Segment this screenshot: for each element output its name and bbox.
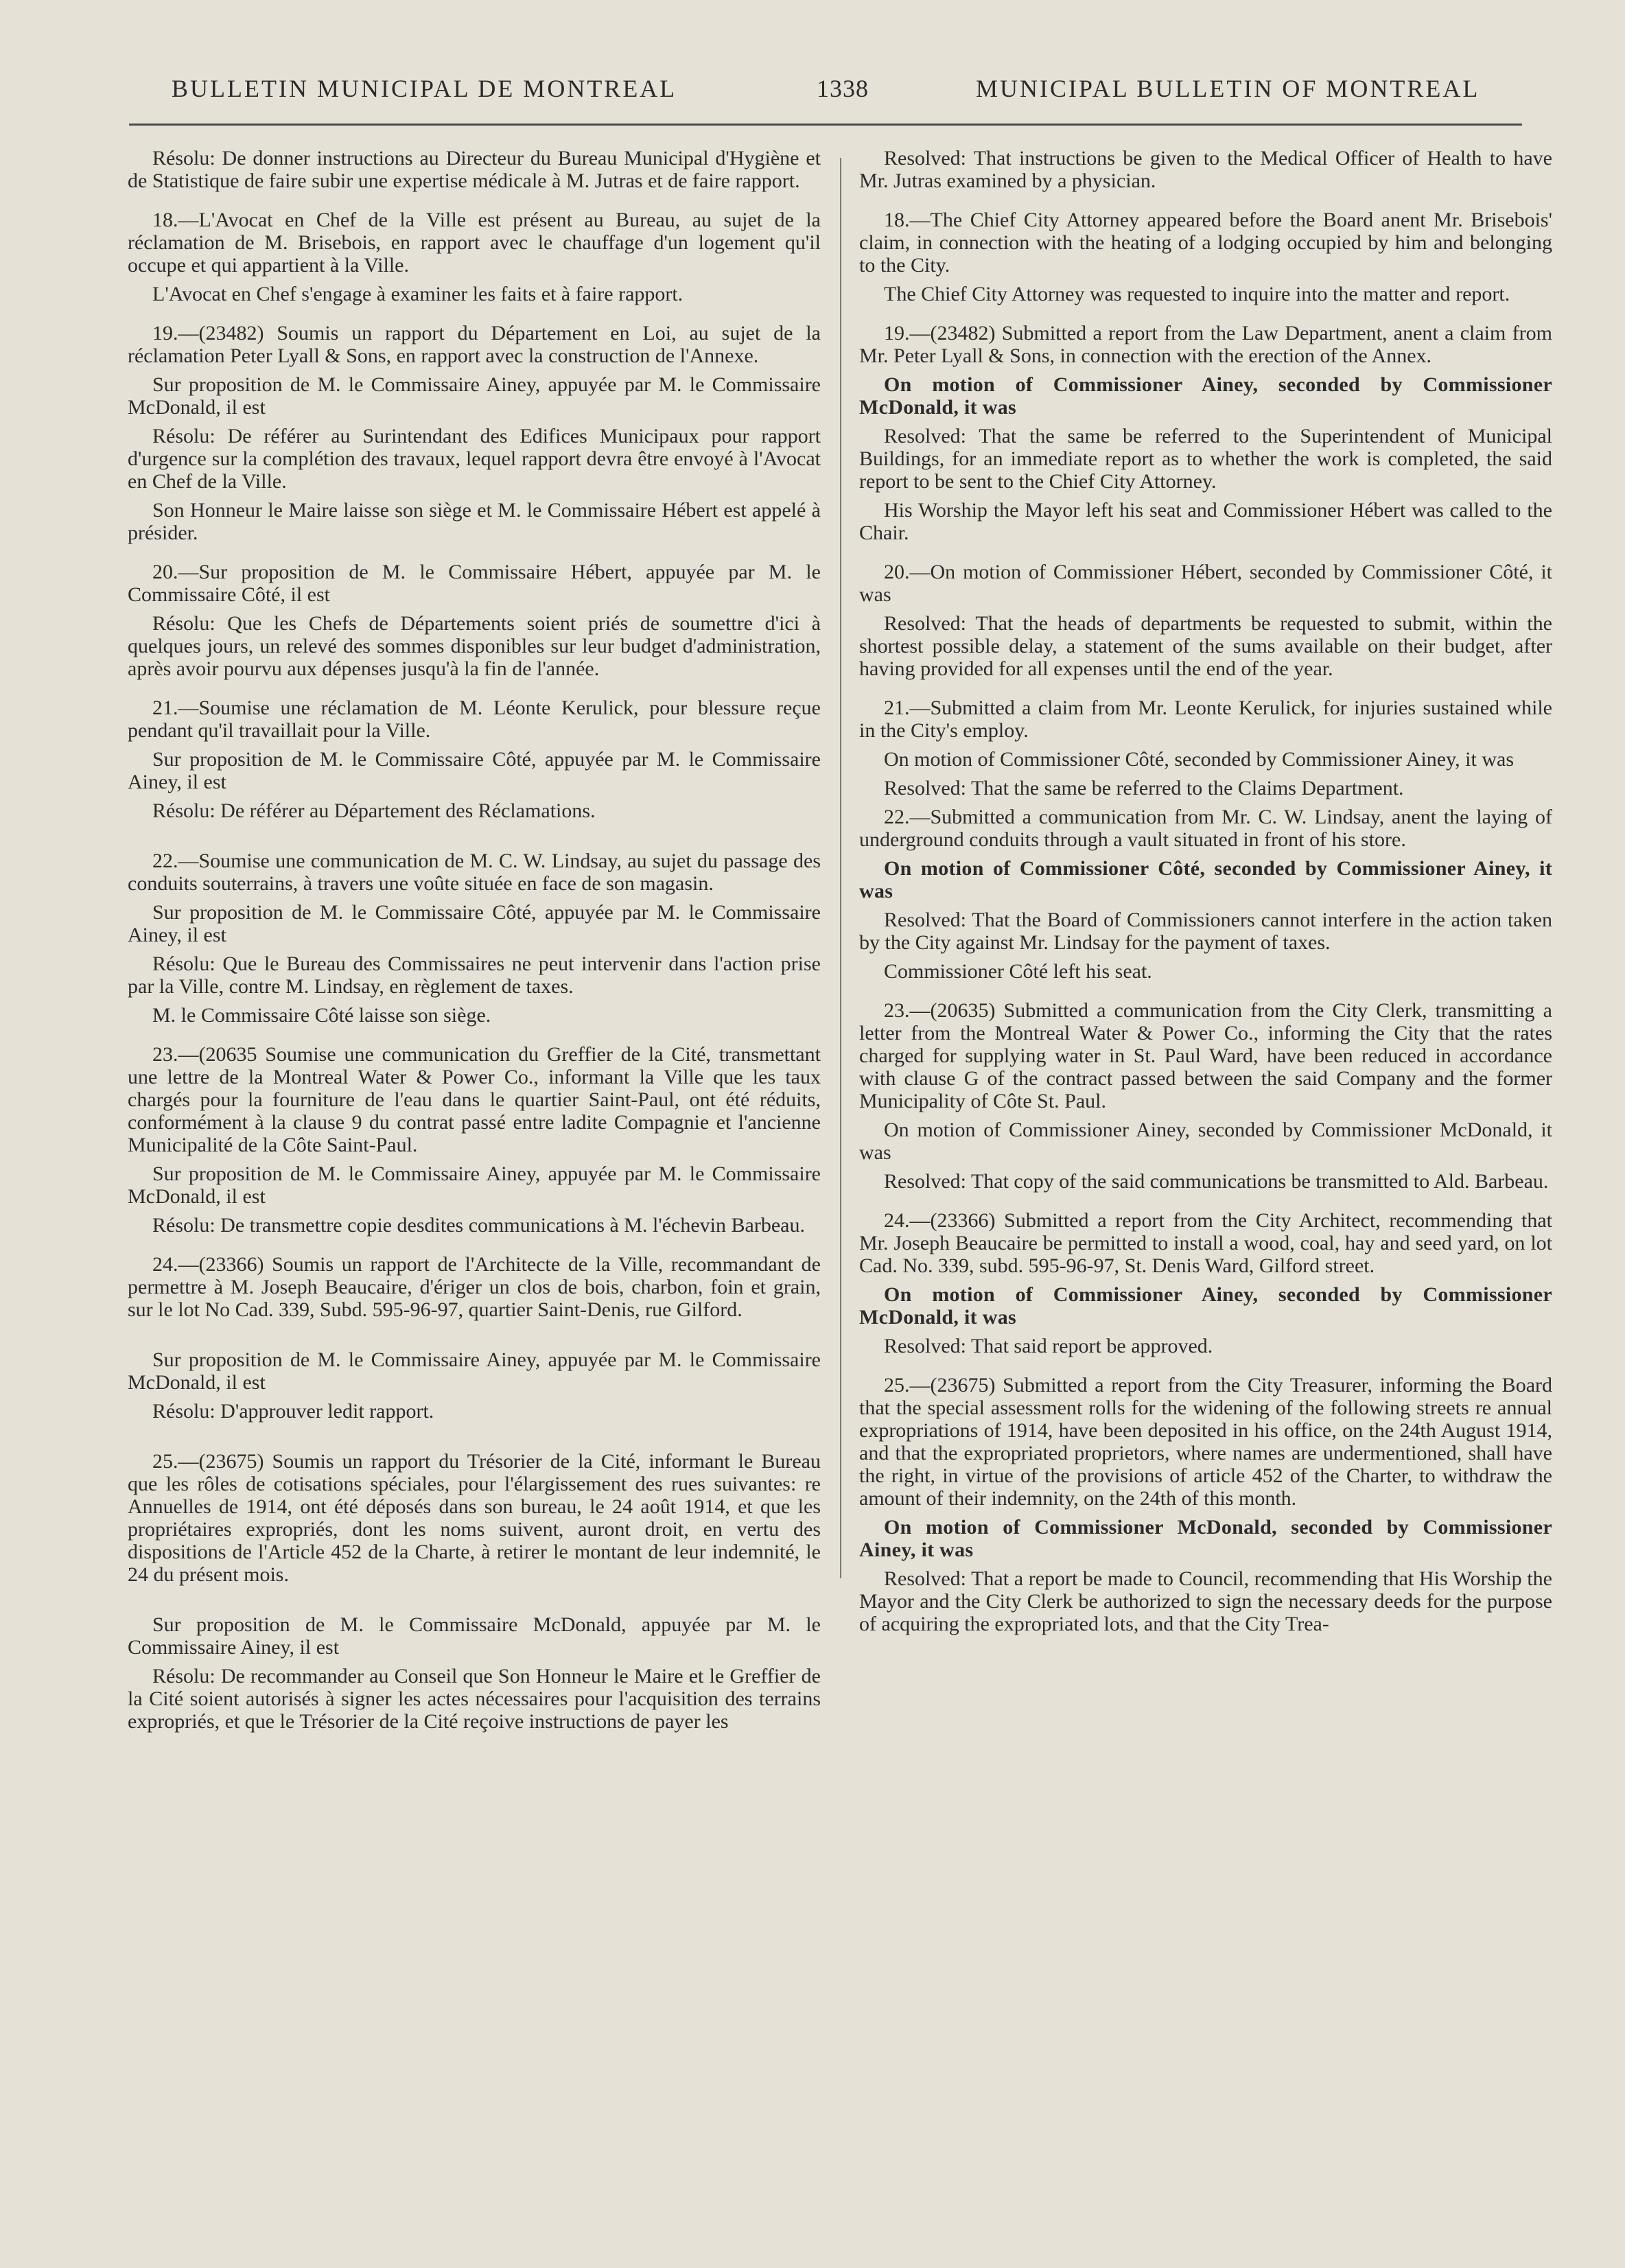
paragraph: On motion of Commissioner Ainey, seconded by Commissioner McDonald, it was (859, 1119, 1552, 1164)
paragraph: Sur proposition de M. le Commissaire McDonald, appuyée par M. le Commissaire Ainey, il est (128, 1613, 821, 1659)
paragraph: Sur proposition de M. le Commissaire Côté, appuyée par M. le Commissaire Ainey, il est (128, 748, 821, 793)
paragraph: 23.—(20635) Submitted a communication from the City Clerk, transmitting a letter from the Montreal Water & Power Co., informing the City that the rates charged for supplying water in St. Paul Ward, have been reduced in accordance with clause G of the contract passed between the said Company and the former Municipality of Côte St. Paul. (859, 999, 1552, 1112)
paragraph: Résolu: D'approuver ledit rapport. (152, 1400, 434, 1423)
paragraph: Sur proposition de M. le Commissaire Ainey, appuyée par M. le Commissaire McDonald, il est (128, 1348, 821, 1394)
paragraph: Resolved: That a report be made to Council, recommending that His Worship the Mayor and the City Clerk be authorized to sign the necessary deeds for the purpose of acquiring the expropriated lots, and that the City Trea- (859, 1567, 1552, 1635)
paragraph: 21.—Submitted a claim from Mr. Leonte Kerulick, for injuries sustained while in the City's employ. (859, 697, 1552, 742)
paragraph: 20.—On motion of Commissioner Hébert, seconded by Commissioner Côté, it was (859, 561, 1552, 606)
header-french-title: BULLETIN MUNICIPAL DE MONTREAL (172, 75, 677, 102)
paragraph: 18.—The Chief City Attorney appeared before the Board anent Mr. Brisebois' claim, in connection with the heating of a lodging occupied by him and belonging to the City. (859, 209, 1552, 277)
paragraph: 25.—(23675) Soumis un rapport du Trésorier de la Cité, informant le Bureau que les rôles de cotisations spéciales, pour l'élargissement des rues suivantes: re Annuelles de 1914, ont été déposés dans son bureau, le 24 août 1914, et que les propriétaires expropriés, dont les noms suivent, auront droit, en vertu des dispositions de l'Article 452 de la Charte, à retirer le montant de leur indemnité, le 24 du présent mois. (128, 1450, 821, 1586)
paragraph: His Worship the Mayor left his seat and Commissioner Hébert was called to the Chair. (859, 499, 1552, 544)
paragraph: Résolu: De référer au Département des Réclamations. (152, 799, 596, 822)
paragraph: On motion of Commissioner McDonald, seconded by Commissioner Ainey, it was (859, 1516, 1552, 1561)
page-number: 1338 (817, 75, 869, 102)
paragraph: Resolved: That the same be referred to the Superintendent of Municipal Buildings, for an immediate report as to whether the work is completed, the said report to be sent to the Chief City Attorney. (859, 425, 1552, 493)
paragraph: On motion of Commissioner Ainey, seconded by Commissioner McDonald, it was (859, 1283, 1552, 1329)
english-column (859, 147, 1552, 1641)
paragraph: 24.—(23366) Submitted a report from the City Architect, recommending that Mr. Joseph Beaucaire be permitted to install a wood, coal, hay and seed yard, on lot Cad. No. 339, subd. 595-96-97, St. Denis Ward, Gilford street. (859, 1209, 1552, 1277)
paragraph: Résolu: Que les Chefs de Départements soient priés de soumettre d'ici à quelques jours, un relevé des sommes disponibles sur leur budget d'administration, après avoir pourvu aux dépenses jusqu'à la fin de l'année. (128, 612, 821, 680)
paragraph: Son Honneur le Maire laisse son siège et M. le Commissaire Hébert est appelé à présider. (128, 499, 821, 544)
paragraph: Resolved: That the Board of Commissioners cannot interfere in the action taken by the City against Mr. Lindsay for the payment of taxes. (859, 909, 1552, 954)
paragraph: Résolu: De donner instructions au Directeur du Bureau Municipal d'Hygiène et de Statistique de faire subir une expertise médicale à M. Jutras et de faire rapport. (128, 147, 821, 192)
paragraph: 20.—Sur proposition de M. le Commissaire Hébert, appuyée par M. le Commissaire Côté, il est (128, 561, 821, 606)
paragraph: Commissioner Côté left his seat. (884, 960, 1152, 983)
paragraph: Resolved: That the same be referred to the Claims Department. (884, 777, 1404, 799)
paragraph: 19.—(23482) Soumis un rapport du Département en Loi, au sujet de la réclamation Peter Lyall & Sons, en rapport avec la construction de l'Annexe. (128, 322, 821, 367)
paragraph: On motion of Commissioner Côté, seconded by Commissioner Ainey, it was (884, 748, 1514, 771)
paragraph: 22.—Soumise une communication de M. C. W. Lindsay, au sujet du passage des conduits souterrains, à travers une voûte située en face de son magasin. (128, 850, 821, 895)
paragraph: Resolved: That instructions be given to the Medical Officer of Health to have Mr. Jutras examined by a physician. (859, 147, 1552, 192)
paragraph: 24.—(23366) Soumis un rapport de l'Architecte de la Ville, recommandant de permettre à M. Joseph Beaucaire, d'ériger un clos de bois, charbon, foin et grain, sur le lot No Cad. 339, Subd. 595-96-97, quartier Saint-Denis, rue Gilford. (128, 1253, 821, 1321)
paragraph: Résolu: De recommander au Conseil que Son Honneur le Maire et le Greffier de la Cité soient autorisés à signer les actes nécessaires pour l'acquisition des terrains expropriés, et que le Trésorier de la Cité reçoive instructions de payer les (128, 1665, 821, 1733)
header-rule (129, 124, 1522, 126)
paragraph: M. le Commissaire Côté laisse son siège. (152, 1004, 491, 1027)
paragraph: 18.—L'Avocat en Chef de la Ville est présent au Bureau, au sujet de la réclamation de M. Brisebois, en rapport avec le chauffage d'un logement qu'il occupe et qui appartient à la Ville. (128, 209, 821, 277)
paragraph: The Chief City Attorney was requested to inquire into the matter and report. (884, 283, 1510, 305)
paragraph: Résolu: Que le Bureau des Commissaires ne peut intervenir dans l'action prise par la Ville, contre M. Lindsay, en règlement de taxes. (128, 952, 821, 998)
paragraph: Resolved: That copy of the said communications be transmitted to Ald. Barbeau. (884, 1170, 1549, 1193)
paragraph: Resolved: That the heads of departments be requested to submit, within the shortest possible delay, a statement of the sums available on their budget, after having provided for all expenses until the end of the year. (859, 612, 1552, 680)
paragraph: 22.—Submitted a communication from Mr. C. W. Lindsay, anent the laying of underground conduits through a vault situated in front of his store. (859, 806, 1552, 851)
column-divider (840, 158, 841, 1578)
french-column (128, 147, 821, 1739)
page-header (137, 74, 1510, 108)
paragraph: 25.—(23675) Submitted a report from the City Treasurer, informing the Board that the special assessment rolls for the widening of the following streets re annual expropriations of 1914, have been deposited in his office, on the 24th August 1914, and that the expropriated proprietors, where names are undermentioned, shall have the right, in virtue of the provisions of article 452 of the Charter, to withdraw the amount of their indemnity, on the 24th of this month. (859, 1374, 1552, 1510)
paragraph: 19.—(23482) Submitted a report from the Law Department, anent a claim from Mr. Peter Lyall & Sons, in connection with the erection of the Annex. (859, 322, 1552, 367)
paragraph: Resolved: That said report be approved. (884, 1335, 1213, 1357)
paragraph: Sur proposition de M. le Commissaire Côté, appuyée par M. le Commissaire Ainey, il est (128, 901, 821, 946)
paragraph: L'Avocat en Chef s'engage à examiner les faits et à faire rapport. (152, 283, 683, 305)
paragraph: On motion of Commissioner Ainey, seconded by Commissioner McDonald, it was (859, 373, 1552, 419)
paragraph: Sur proposition de M. le Commissaire Ainey, appuyée par M. le Commissaire McDonald, il est (128, 373, 821, 419)
paragraph: Résolu: De référer au Surintendant des Edifices Municipaux pour rapport d'urgence sur la complétion des travaux, lequel rapport devra être envoyé à l'Avocat en Chef de la Ville. (128, 425, 821, 493)
paragraph: Sur proposition de M. le Commissaire Ainey, appuyée par M. le Commissaire McDonald, il est (128, 1162, 821, 1208)
header-english-title: MUNICIPAL BULLETIN OF MONTREAL (976, 75, 1480, 102)
paragraph: On motion of Commissioner Côté, seconded by Commissioner Ainey, it was (859, 857, 1552, 902)
paragraph: Résolu: De transmettre copie desdites communications à M. l'échevin Barbeau. (152, 1214, 805, 1237)
paragraph: 21.—Soumise une réclamation de M. Léonte Kerulick, pour blessure reçue pendant qu'il travaillait pour la Ville. (128, 697, 821, 742)
paragraph: 23.—(20635 Soumise une communication du Greffier de la Cité, transmettant une lettre de la Montreal Water & Power Co., informant la Ville que les taux chargés pour la fourniture de l'eau dans le quartier Saint-Paul, ont été réduits, conformément à la clause 9 du contrat passé entre ladite Compagnie et l'ancienne Municipalité de la Côte Saint-Paul. (128, 1043, 821, 1156)
